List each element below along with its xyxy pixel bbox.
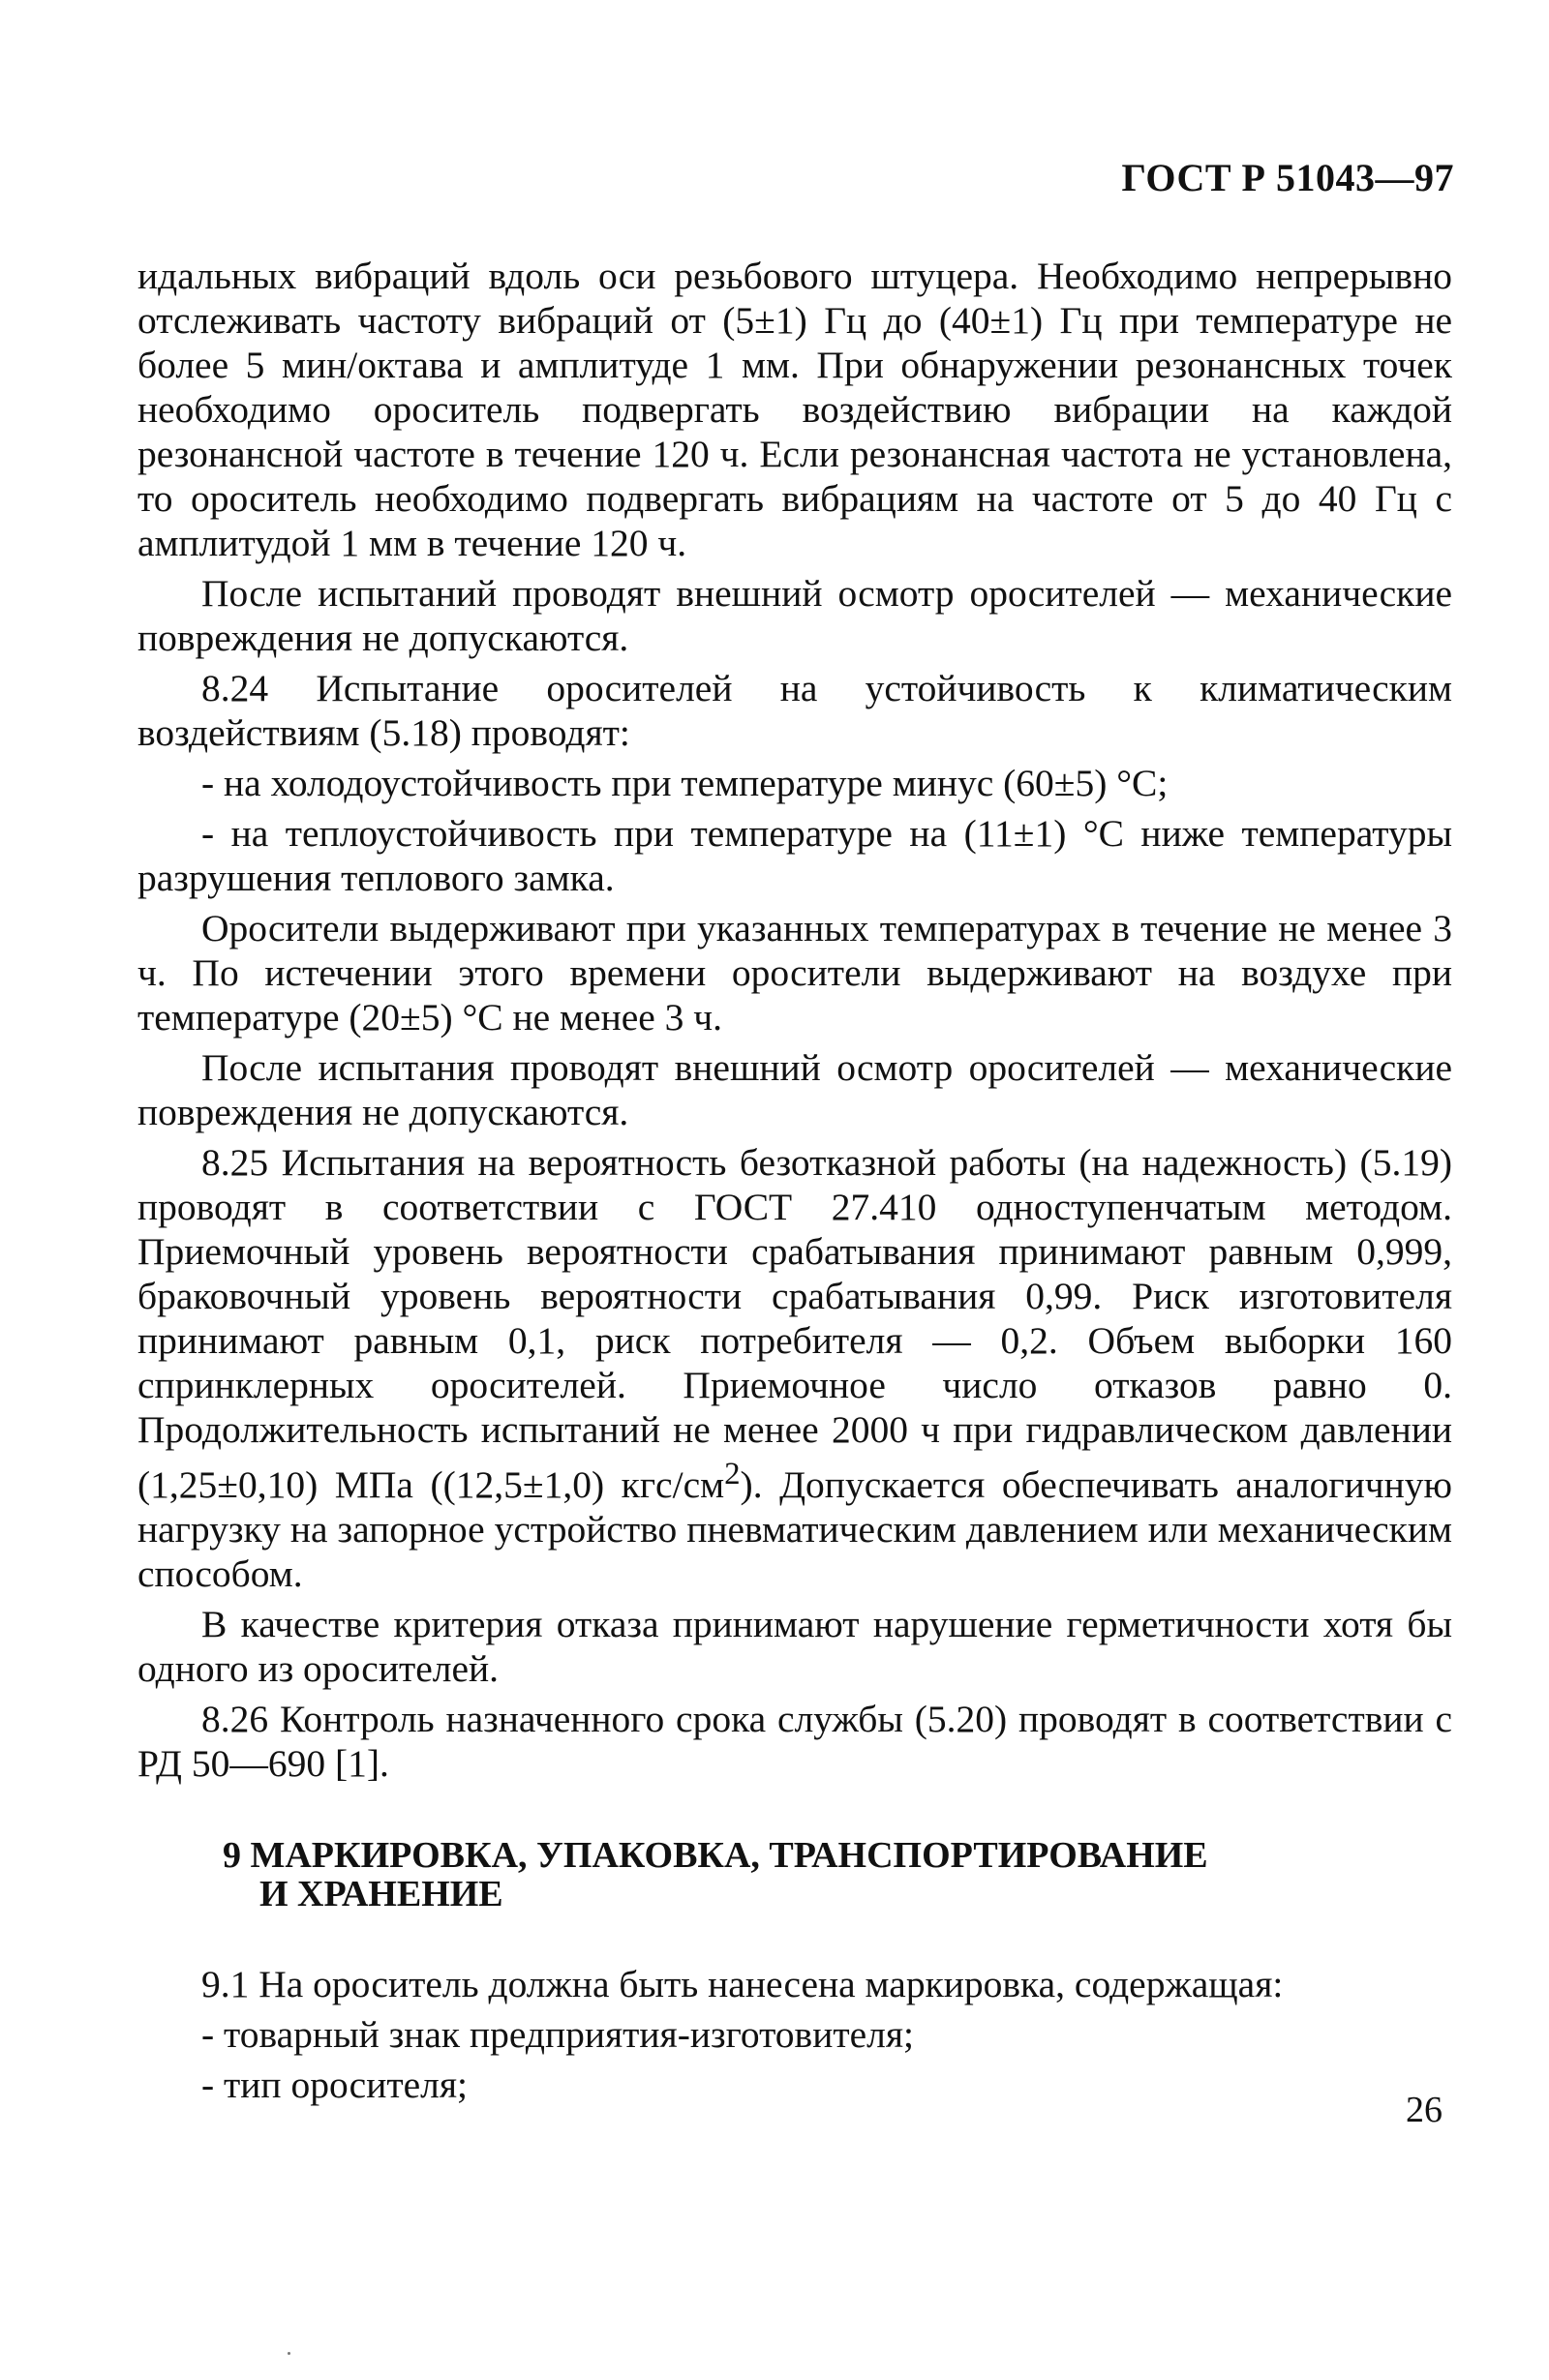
paragraph-8-24-climatic-test: 8.24 Испытание оросителей на устойчивость к климатическим воздействиям (5.18) проводят:: [137, 667, 1452, 754]
scan-speck: [288, 2352, 290, 2355]
list-item-sprinkler-type: - тип оросителя;: [201, 2064, 468, 2107]
paragraph-8-26-service-life: 8.26 Контроль назначенного срока службы (5.20) проводят в соответствии с РД 50—690 [1].: [137, 1698, 1452, 1786]
section-9-heading: [223, 1836, 1452, 1913]
page-number: 26: [1406, 2090, 1443, 2130]
reliability-text-after: ). Допускается обеспечивать аналогичную нагрузку на запорное устройство пневматическим давлением или механическим способом.: [137, 1463, 1452, 1596]
section-heading-line2: И ХРАНЕНИЕ: [259, 1874, 503, 1915]
paragraph-8-25-reliability-test: [137, 1140, 1452, 1596]
section-heading-line1: 9 МАРКИРОВКА, УПАКОВКА, ТРАНСПОРТИРОВАНИЕ: [223, 1835, 1208, 1877]
document-body: [137, 254, 1452, 2113]
paragraph-inspection-after-climatic: После испытания проводят внешний осмотр оросителей — механические повреждения не допускаются.: [137, 1046, 1452, 1133]
paragraph-exposure-duration: Оросители выдерживают при указанных температурах в течение не менее 3 ч. По истечении этого времени оросители выдерживают на воздухе при температуре (20±5) °С не менее 3 ч.: [137, 907, 1452, 1039]
paragraph-9-1-marking: 9.1 На ороситель должна быть нанесена маркировка, содержащая:: [201, 1963, 1284, 2006]
list-item-heat-resistance: - на теплоустойчивость при температуре на (11±1) °С ниже температуры разрушения теплового замка.: [137, 812, 1452, 899]
paragraph-inspection-after-vibration: После испытаний проводят внешний осмотр оросителей — механические повреждения не допускаются.: [137, 572, 1452, 659]
reliability-text-before: 8.25 Испытания на вероятность безотказной работы (на надежность) (5.19) проводят в соответствии с ГОСТ 27.410 одноступенчатым методом. Приемочный уровень вероятности срабатывания принимают равным 0,999, браковочный уровень вероятности срабатывания 0,99. Риск изготовителя принимают равным 0,1, риск потребителя — 0,2. Объем выборки 160 спринклерных оросителей. Приемочное число отказов равно 0. Продолжительность испытаний не менее 2000 ч при гидравлическом давлении (1,25±0,10) МПа ((12,5±1,0) кгс/см: [137, 1141, 1452, 1507]
paragraph-failure-criterion: В качестве критерия отказа принимают нарушение герметичности хотя бы одного из оросителей.: [137, 1603, 1452, 1691]
superscript-squared: 2: [724, 1457, 741, 1491]
document-code-header: ГОСТ Р 51043—97: [1121, 156, 1454, 199]
list-item-cold-resistance: - на холодоустойчивость при температуре минус (60±5) °С;: [201, 762, 1169, 804]
paragraph-vibration-method: идальных вибраций вдоль оси резьбового штуцера. Необходимо непрерывно отслеживать частоту вибраций от (5±1) Гц до (40±1) Гц при температуре не более 5 мин/октава и амплитуде 1 мм. При обнаружении резонансных точек необходимо ороситель подвергать воздействию вибрации на каждой резонансной частоте в течение 120 ч. Если резонансная частота не установлена, то ороситель необходимо подвергать вибрациям на частоте от 5 до 40 Гц с амплитудой 1 мм в течение 120 ч.: [137, 255, 1452, 564]
list-item-trademark: - товарный знак предприятия-изготовителя;: [201, 2013, 914, 2057]
